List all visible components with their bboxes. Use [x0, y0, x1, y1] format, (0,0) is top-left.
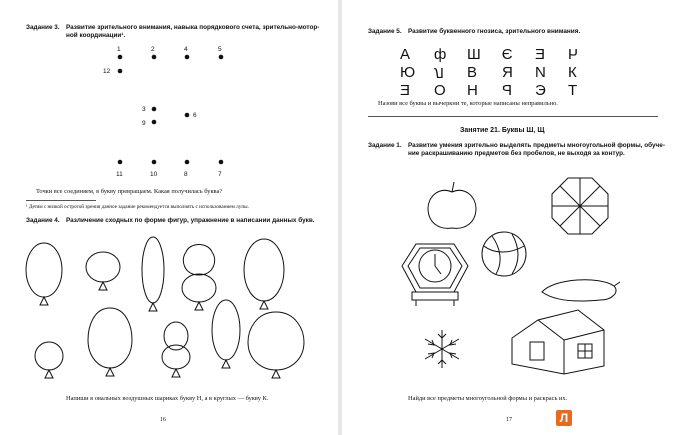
objects-figure — [342, 160, 680, 390]
balloon-round — [35, 342, 63, 378]
house-drawing — [512, 310, 604, 374]
letter-reversed: Е — [400, 82, 411, 99]
dot-2 — [152, 55, 157, 60]
balloon-oval — [212, 300, 240, 368]
balloon-lemon — [88, 308, 132, 376]
task3-text-line2: ной координации¹. — [66, 32, 126, 39]
dot-8 — [185, 160, 190, 165]
task4-instruction: Напиши в овальных воздушных шариках букву Н, а в круглых — букву К. — [66, 395, 269, 402]
letter: Э — [535, 82, 546, 99]
footnote: ¹ Детям с низкой остротой зрения данное задание рекомендуется выполнять с использованием лупы. — [26, 204, 249, 210]
task1-text-line2: ние раскрашиванию предметов без пробелов, не выходя за контур. — [408, 150, 625, 157]
letter: В — [467, 64, 478, 81]
dot-9 — [152, 120, 157, 125]
dot-label-5: 5 — [218, 46, 222, 53]
letter: О — [434, 82, 446, 99]
dot-5 — [219, 55, 224, 60]
dot-label-6: 6 — [193, 112, 197, 119]
ball-drawing — [482, 232, 526, 276]
dot-1 — [118, 55, 123, 60]
publisher-logo: Л — [556, 410, 572, 426]
balloons-figure — [0, 230, 338, 390]
letter-reversed: Е — [535, 46, 546, 63]
dot-11 — [118, 160, 123, 165]
apple-drawing — [428, 182, 476, 228]
task4-text: Различение сходных по форме фигур, упражнение в написании данных букв. — [66, 217, 315, 224]
task4-title: Задание 4. — [26, 217, 60, 224]
dot-10 — [152, 160, 157, 165]
dot-label-11: 11 — [116, 171, 123, 178]
letter-reversed: Ч — [568, 46, 578, 63]
letter: А — [400, 46, 411, 63]
dot-label-8: 8 — [184, 171, 188, 178]
letter-flipped: Л — [434, 64, 444, 81]
letter: Н — [467, 82, 478, 99]
task5-title: Задание 5. — [368, 28, 402, 35]
letter-reversed: Э — [502, 46, 513, 63]
letter: К — [568, 64, 577, 81]
letter: N — [535, 64, 546, 81]
balloon-oval — [26, 243, 62, 305]
dot-label-1: 1 — [117, 46, 121, 53]
dot-label-12: 12 — [103, 68, 111, 75]
footnote-divider — [26, 200, 96, 201]
dot-4 — [185, 55, 190, 60]
letter: Т — [568, 82, 578, 99]
octagon-umbrella-drawing — [552, 178, 608, 234]
letter-reversed: Р — [502, 82, 513, 99]
cucumber-drawing — [542, 280, 620, 301]
dot-7 — [219, 160, 224, 165]
balloon-oval — [142, 237, 164, 311]
snowflake-drawing — [425, 330, 459, 368]
task5-text: Развитие буквенного гнозиса, зрительного внимания. — [408, 28, 581, 35]
dot-label-9: 9 — [142, 120, 146, 127]
task1-text-line1: Развитие умения зрительно выделять предметы многоугольной формы, обуче- — [408, 142, 665, 149]
balloon-lemon — [248, 312, 304, 378]
dot-6 — [185, 113, 190, 118]
balloon-double — [162, 322, 190, 377]
task3-text-line1: Развитие зрительного внимания, навыка порядкового счета, зрительно-мотор- — [66, 24, 320, 31]
page-number-right: 17 — [506, 417, 512, 423]
letter: Ю — [400, 64, 416, 81]
dot-label-3: 3 — [142, 106, 146, 113]
connect-dots-figure — [0, 0, 338, 200]
task3-instruction: Точки все соединяем, в букву превращаем. Какая получилась буква? — [36, 188, 223, 195]
letter: ф — [434, 46, 447, 63]
dot-3 — [152, 107, 157, 112]
dot-label-10: 10 — [150, 171, 158, 178]
balloon-double — [182, 245, 216, 311]
balloon-round — [86, 252, 120, 290]
task5-instruction: Назови все буквы и вычеркни те, которые написаны неправильно. — [378, 100, 558, 107]
balloon-oval — [244, 239, 284, 309]
dot-12 — [118, 69, 123, 74]
task1-instruction: Найди все предметы многоугольной формы и раскрась их. — [408, 395, 568, 402]
lesson-title: Занятие 21. Буквы Ш, Щ — [460, 127, 545, 134]
left-page — [0, 0, 338, 435]
task1-title: Задание 1. — [368, 142, 402, 149]
page-number-left: 16 — [160, 417, 166, 423]
dot-label-4: 4 — [184, 46, 188, 53]
dot-label-2: 2 — [151, 46, 155, 53]
hexagon-clock-drawing — [402, 244, 468, 306]
right-page — [342, 0, 680, 435]
section-divider — [368, 116, 658, 117]
task3-title: Задание 3. — [26, 24, 60, 31]
letter: Ш — [467, 46, 481, 63]
letter: Я — [502, 64, 513, 81]
dot-label-7: 7 — [218, 171, 222, 178]
